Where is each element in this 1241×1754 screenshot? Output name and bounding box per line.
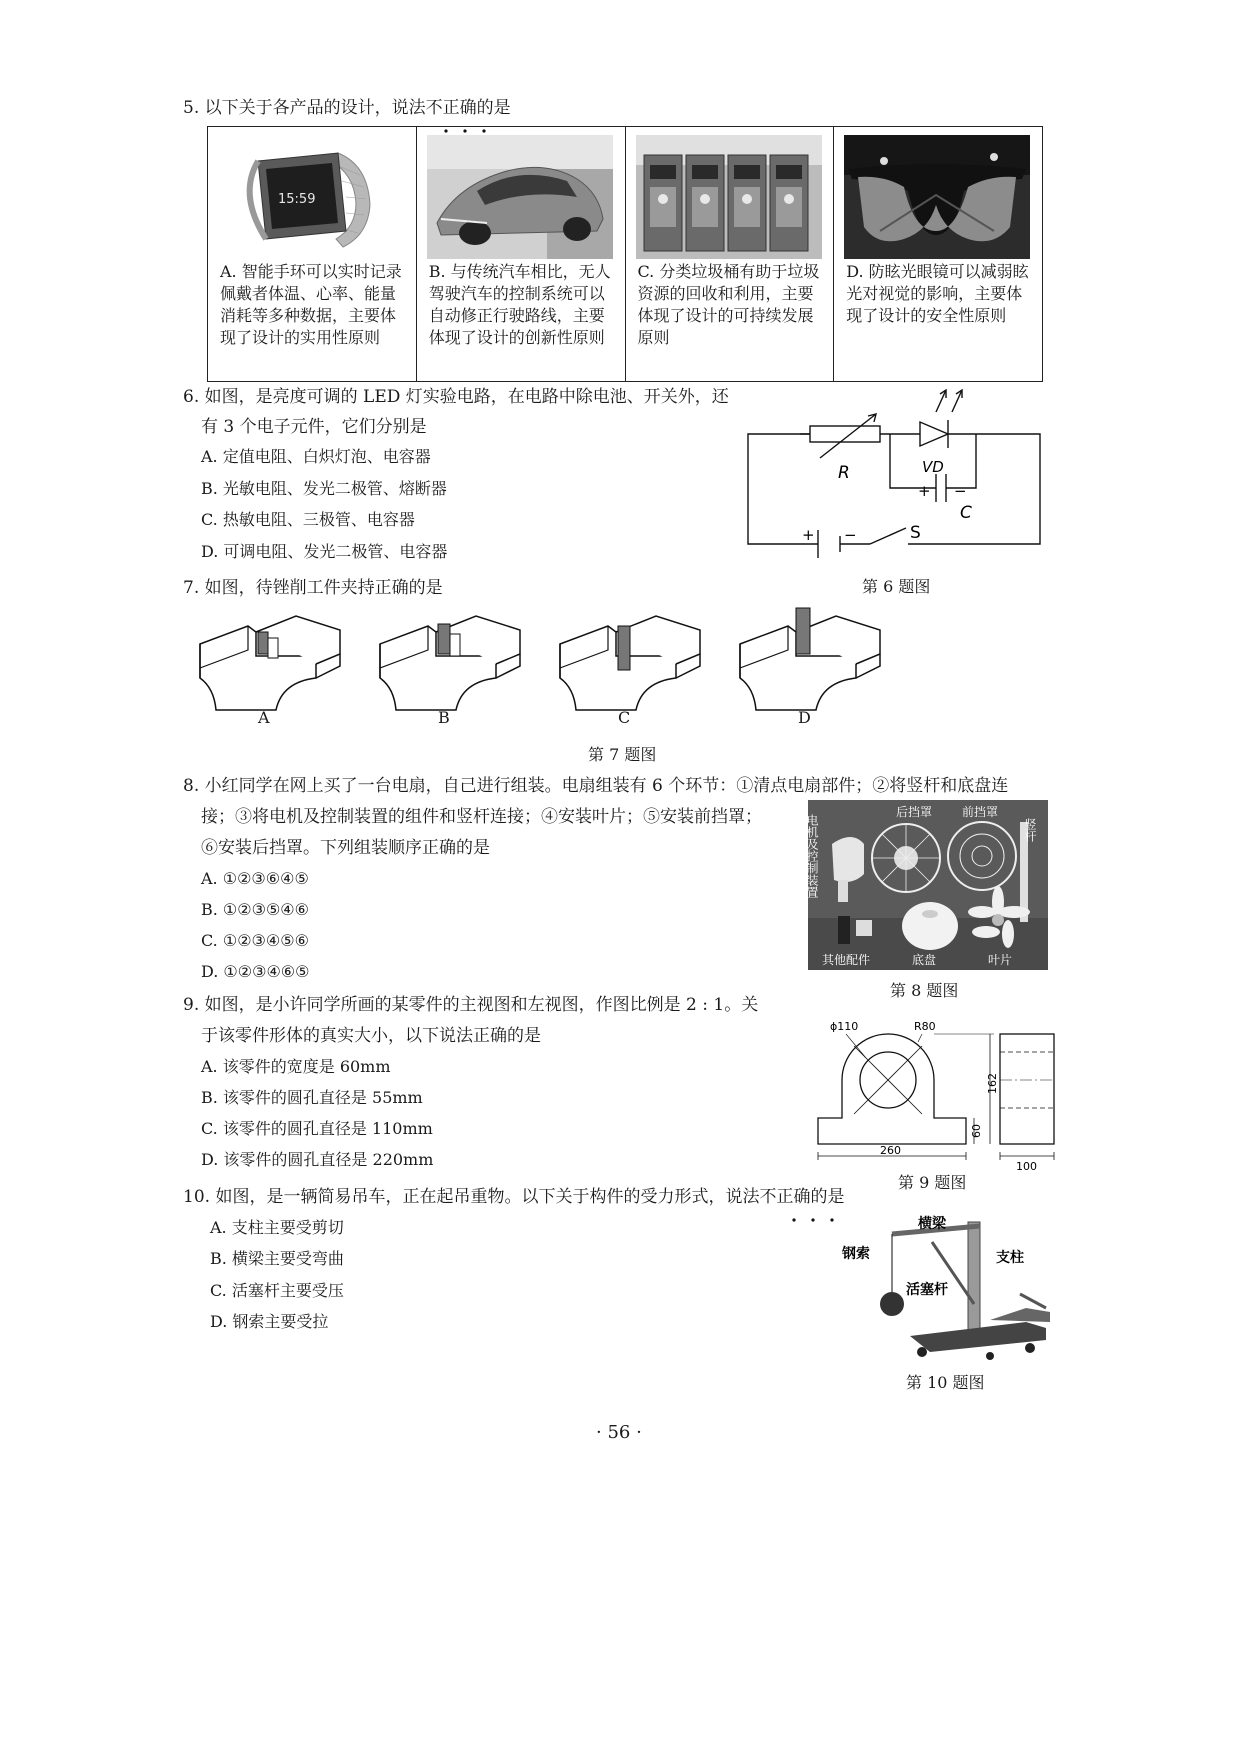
q10-option-c[interactable]: C. 活塞杆主要受压 xyxy=(210,1281,344,1300)
q8-caption: 第 8 题图 xyxy=(890,981,959,1000)
q8-stem-line3: ⑥安装后挡罩。下列组装顺序正确的是 xyxy=(201,838,490,858)
battery-minus-label: − xyxy=(844,526,857,544)
sorting-bins-photo xyxy=(636,135,824,259)
beam-label: 横梁 xyxy=(918,1216,946,1232)
q5-emphasis: 不正确 xyxy=(425,98,477,118)
q5-option-d[interactable] xyxy=(834,127,1042,381)
vise-a xyxy=(200,616,340,710)
q7-option-b[interactable]: B xyxy=(438,708,450,727)
depth-dimension: 100 xyxy=(1016,1160,1037,1173)
q9-caption: 第 9 题图 xyxy=(898,1173,967,1192)
q9-option-d[interactable]: D. 该零件的圆孔直径是 220mm xyxy=(201,1150,434,1169)
vise-c xyxy=(560,616,700,710)
q6-option-a[interactable]: A. 定值电阻、白炽灯泡、电容器 xyxy=(201,447,431,466)
pole-label: 竖杆 xyxy=(1023,818,1037,842)
q10-caption: 第 10 题图 xyxy=(906,1373,985,1392)
q6-option-b[interactable]: B. 光敏电阻、发光二极管、熔断器 xyxy=(201,479,447,498)
led-label: VD xyxy=(922,458,944,476)
emphasis-dots xyxy=(786,1207,842,1211)
resistor-label: R xyxy=(838,463,850,483)
q5-option-a-text: A. 智能手环可以实时记录佩戴者体温、心率、能量消耗等多种数据，主要体现了设计的实用性原则 xyxy=(220,262,402,347)
radius-dimension: R80 xyxy=(914,1020,936,1033)
q9-option-a[interactable]: A. 该零件的宽度是 60mm xyxy=(201,1057,391,1076)
q7-option-d[interactable]: D xyxy=(798,708,811,727)
battery-plus-label: + xyxy=(802,526,815,544)
vise-d xyxy=(740,608,880,710)
q5-option-b[interactable] xyxy=(417,127,626,381)
q8-option-b[interactable]: B. ①②③⑤④⑥ xyxy=(201,900,309,919)
smart-band-photo xyxy=(218,135,406,259)
height-dimension: 162 xyxy=(986,1073,999,1094)
q10-option-b[interactable]: B. 横梁主要受弯曲 xyxy=(210,1249,344,1268)
phi-dimension: ϕ110 xyxy=(830,1020,859,1033)
q8-stem-line2: 接；③将电机及控制装置的组件和竖杆连接；④安装叶片；⑤安装前挡罩； xyxy=(201,807,762,827)
q10-option-d[interactable]: D. 钢索主要受拉 xyxy=(210,1312,329,1331)
q9-option-c[interactable]: C. 该零件的圆孔直径是 110mm xyxy=(201,1119,433,1138)
q9-stem-line1: 9. 如图，是小许同学所画的某零件的主视图和左视图，作图比例是 2 : 1。关 xyxy=(183,995,759,1015)
rear-guard-label: 后挡罩 xyxy=(896,805,933,819)
width-dimension: 260 xyxy=(880,1144,901,1157)
q5-option-d-text: D. 防眩光眼镜可以减弱眩光对视觉的影响，主要体现了设计的安全性原则 xyxy=(846,262,1029,325)
column-label: 支柱 xyxy=(996,1250,1024,1266)
q10-option-a[interactable]: A. 支柱主要受剪切 xyxy=(210,1218,344,1237)
q5-option-b-text: B. 与传统汽车相比，无人驾驶汽车的控制系统可以自动修正行驶路线，主要体现了设计的创新性原则 xyxy=(428,262,611,347)
q5-stem: 5. 以下关于各产品的设计，说法不正确的是 xyxy=(183,98,511,118)
q6-caption: 第 6 题图 xyxy=(862,577,931,596)
q8-option-c[interactable]: C. ①②③④⑤⑥ xyxy=(201,931,309,950)
q7-caption: 第 7 题图 xyxy=(588,745,657,764)
q5-option-c-text: C. 分类垃圾桶有助于垃圾资源的回收和利用，主要体现了设计的可持续发展原则 xyxy=(637,262,820,347)
front-guard-label: 前挡罩 xyxy=(962,805,999,819)
base-height-dimension: 60 xyxy=(970,1124,983,1138)
q6-option-c[interactable]: C. 热敏电阻、三极管、电容器 xyxy=(201,510,415,529)
q9-part-drawing xyxy=(810,1012,1060,1172)
q7-option-c[interactable]: C xyxy=(618,708,631,727)
cap-plus-label: + xyxy=(918,482,931,500)
parts-label: 其他配件 xyxy=(822,953,871,967)
q5-option-table xyxy=(207,126,1043,382)
vise-b xyxy=(380,616,520,710)
q8-stem-line1: 8. 小红同学在网上买了一台电扇，自己进行组装。电扇组装有 6 个环节：①清点电扇部件；②将竖杆和底盘连 xyxy=(183,776,1009,796)
q7-stem: 7. 如图，待锉削工件夹持正确的是 xyxy=(183,578,443,598)
q6-stem-line2: 有 3 个电子元件，它们分别是 xyxy=(201,417,427,437)
cap-minus-label: − xyxy=(954,482,967,500)
q9-option-b[interactable]: B. 该零件的圆孔直径是 55mm xyxy=(201,1088,423,1107)
q6-option-d[interactable]: D. 可调电阻、发光二极管、电容器 xyxy=(201,542,448,561)
fan-parts-photo xyxy=(805,800,1048,970)
q8-option-d[interactable]: D. ①②③④⑥⑤ xyxy=(201,962,310,981)
q9-stem-line2: 于该零件形体的真实大小，以下说法正确的是 xyxy=(201,1026,541,1046)
q6-circuit-diagram xyxy=(740,378,1060,554)
q10-stem: 10. 如图，是一辆简易吊车，正在起吊重物。以下关于构件的受力形式，说法不正确的是 xyxy=(183,1187,845,1207)
anti-glare-glasses-photo xyxy=(844,135,1032,259)
motor-label: 电机及控制装置 xyxy=(805,814,819,898)
base-label: 底盘 xyxy=(912,953,937,967)
switch-label: S xyxy=(910,523,921,543)
q5-option-c[interactable] xyxy=(626,127,835,381)
q8-option-a[interactable]: A. ①②③⑥④⑤ xyxy=(201,869,309,888)
driverless-car-photo xyxy=(427,135,615,259)
q7-option-a[interactable]: A xyxy=(258,708,270,727)
capacitor-label: C xyxy=(960,503,972,523)
emphasis-dots xyxy=(438,118,494,122)
blades-label: 叶片 xyxy=(988,953,1013,967)
cable-label: 钢索 xyxy=(842,1246,870,1262)
band-time-text: 15:59 xyxy=(278,192,316,207)
q5-option-a[interactable] xyxy=(208,127,417,381)
q6-stem-line1: 6. 如图，是亮度可调的 LED 灯实验电路，在电路中除电池、开关外，还 xyxy=(183,387,729,407)
page-number: · 56 · xyxy=(596,1422,642,1443)
crane-photo xyxy=(840,1212,1060,1362)
piston-label: 活塞杆 xyxy=(906,1282,948,1298)
